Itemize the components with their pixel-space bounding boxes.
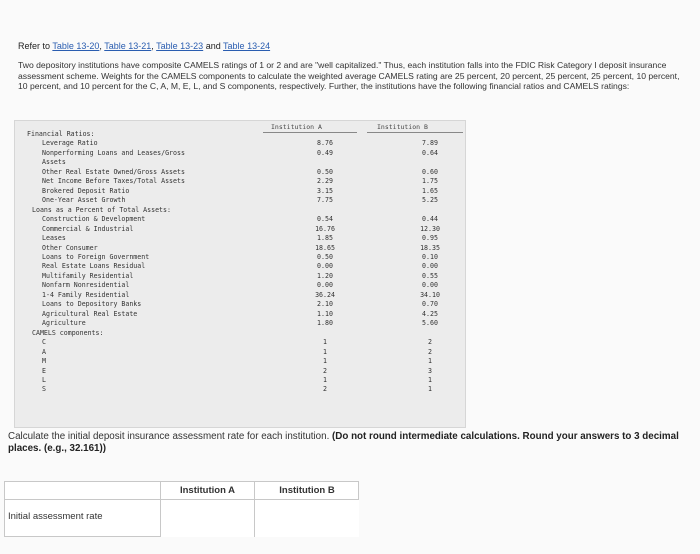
institution-a-value: 2.29 — [317, 177, 333, 186]
table-row — [15, 281, 465, 290]
question-text — [8, 431, 692, 455]
institution-b-value: 1.65 — [422, 186, 438, 195]
row-label: Agriculture — [42, 319, 86, 328]
refs-prefix: Refer to — [18, 41, 53, 51]
table-row — [15, 168, 465, 177]
institution-a-value: 2 — [323, 366, 327, 375]
institution-b-value: 1 — [428, 385, 432, 394]
institution-a-value: 1 — [323, 338, 327, 347]
institution-b-value: 5.25 — [422, 196, 438, 205]
institution-b-value: 0.00 — [422, 281, 438, 290]
institution-a-value: 1.85 — [317, 234, 333, 243]
row-label: A — [42, 347, 46, 356]
problem-intro: Two depository institutions have composite CAMELS ratings of 1 or 2 and are "well capitalized." Thus, each institution falls into the FDIC Risk Category I deposit insurance assessment scheme. Weights for the CAMELS components to calculate the weighted average CAMELS rating are 25 percent, 20 percent, 25 percent, 25 percent, 10 percent, 10 percent, and 10 percent for the C, A, M, E, L, and S components, respectively. Further, the institutions have the following financial ratios and CAMELS ratings: — [18, 60, 680, 92]
institution-a-value: 2 — [323, 385, 327, 394]
row-label: Agricultural Real Estate — [42, 309, 138, 318]
institution-a-rate-input[interactable] — [161, 500, 254, 537]
row-label: One-Year Asset Growth — [42, 196, 126, 205]
institution-b-rate-input[interactable] — [255, 500, 359, 537]
institution-a-value: 0.49 — [317, 148, 333, 157]
link-table-13-24[interactable]: Table 13-24 — [223, 41, 271, 51]
institution-b-value: 0.70 — [422, 300, 438, 309]
institution-b-value: 5.60 — [422, 319, 438, 328]
link-table-13-20[interactable]: Table 13-20 — [52, 41, 100, 51]
answer-row-label: Initial assessment rate — [5, 499, 160, 537]
institution-a-value: 0.50 — [317, 252, 333, 261]
question-plain: Calculate the initial deposit insurance assessment rate for each institution. — [8, 431, 330, 442]
link-table-13-23[interactable]: Table 13-23 — [156, 41, 204, 51]
row-label: Other Consumer — [42, 243, 98, 252]
institution-a-value: 3.15 — [317, 186, 333, 195]
row-label: Leverage Ratio — [42, 139, 98, 148]
row-label: S — [42, 385, 46, 394]
institution-b-value: 0.55 — [422, 271, 438, 280]
institution-a-value: 36.24 — [315, 290, 335, 299]
institution-a-value: 1.10 — [317, 309, 333, 318]
institution-b-value: 1 — [428, 375, 432, 384]
table-row — [15, 196, 465, 205]
header-institution-b: Institution B — [377, 123, 428, 131]
institution-b-value: 2 — [428, 338, 432, 347]
answer-cell-institution-a — [160, 499, 254, 537]
refs-separator: , — [99, 41, 105, 51]
institution-a-value: 2.10 — [317, 300, 333, 309]
institution-b-value: 0.00 — [422, 262, 438, 271]
answer-table — [4, 481, 359, 537]
refs-separator: , — [151, 41, 157, 51]
institution-b-value: 1.75 — [422, 177, 438, 186]
institution-a-value: 7.75 — [317, 196, 333, 205]
institution-a-value: 0.00 — [317, 262, 333, 271]
row-label: CAMELS components: — [32, 328, 104, 337]
row-label: Net Income Before Taxes/Total Assets — [42, 177, 185, 186]
institution-b-value: 4.25 — [422, 309, 438, 318]
table-row — [15, 187, 465, 196]
table-row — [15, 357, 465, 366]
answer-corner — [5, 482, 160, 499]
table-row — [15, 300, 465, 309]
table-row — [15, 385, 465, 394]
row-label: Leases — [42, 234, 66, 243]
row-label: Loans to Foreign Government — [42, 252, 150, 261]
institution-b-value: 0.95 — [422, 234, 438, 243]
row-label: Loans to Depository Banks — [42, 300, 142, 309]
financial-ratios-table — [14, 120, 466, 428]
table-row — [15, 158, 465, 167]
row-label: Loans as a Percent of Total Assets: — [32, 205, 171, 214]
table-row — [15, 272, 465, 281]
institution-b-value: 3 — [428, 366, 432, 375]
link-table-13-21[interactable]: Table 13-21 — [104, 41, 152, 51]
table-references — [18, 41, 270, 51]
institution-a-value: 1.80 — [317, 319, 333, 328]
institution-b-value: 0.60 — [422, 167, 438, 176]
table-row — [15, 367, 465, 376]
table-row — [15, 319, 465, 328]
table-row — [15, 291, 465, 300]
row-label: M — [42, 357, 46, 366]
row-label: L — [42, 375, 46, 384]
row-label: Commercial & Industrial — [42, 224, 134, 233]
answer-cell-institution-b — [254, 499, 359, 537]
table-row — [15, 329, 465, 338]
row-label: Multifamily Residential — [42, 271, 134, 280]
table-row — [15, 234, 465, 243]
institution-a-value: 0.50 — [317, 167, 333, 176]
institution-b-value: 12.30 — [420, 224, 440, 233]
table-row — [15, 348, 465, 357]
row-label: 1-4 Family Residential — [42, 290, 130, 299]
row-label: Assets — [42, 158, 66, 167]
institution-b-value: 0.64 — [422, 148, 438, 157]
table-row — [15, 253, 465, 262]
institution-a-value: 0.54 — [317, 215, 333, 224]
row-label: Construction & Development — [42, 215, 146, 224]
institution-a-value: 1 — [323, 375, 327, 384]
institution-a-value: 1.20 — [317, 271, 333, 280]
table-row — [15, 215, 465, 224]
table-row — [15, 130, 465, 139]
refs-separator: and — [203, 41, 224, 51]
table-row — [15, 225, 465, 234]
institution-a-value: 18.65 — [315, 243, 335, 252]
table-row — [15, 376, 465, 385]
institution-b-value: 1 — [428, 357, 432, 366]
row-label: Other Real Estate Owned/Gross Assets — [42, 167, 185, 176]
institution-b-value: 0.44 — [422, 215, 438, 224]
answer-header-institution-a: Institution A — [160, 482, 254, 499]
table-row — [15, 310, 465, 319]
answer-header-institution-b: Institution B — [254, 482, 359, 499]
table-row — [15, 177, 465, 186]
institution-b-value: 18.35 — [420, 243, 440, 252]
table-row — [15, 262, 465, 271]
institution-a-value: 1 — [323, 357, 327, 366]
table-row — [15, 244, 465, 253]
header-institution-a: Institution A — [271, 123, 322, 131]
institution-b-value: 0.10 — [422, 252, 438, 261]
table-row — [15, 139, 465, 148]
row-label: E — [42, 366, 46, 375]
institution-b-value: 34.10 — [420, 290, 440, 299]
institution-a-value: 8.76 — [317, 139, 333, 148]
institution-a-value: 0.00 — [317, 281, 333, 290]
table-row — [15, 206, 465, 215]
question-instructions: (Do not round intermediate calculations. Round your answers to 3 decimal places. (e.g., 32.161)) — [8, 431, 679, 454]
institution-a-value: 16.76 — [315, 224, 335, 233]
row-label: Nonperforming Loans and Leases/Gross — [42, 148, 185, 157]
row-label: Real Estate Loans Residual — [42, 262, 146, 271]
institution-b-value: 2 — [428, 347, 432, 356]
row-label: Nonfarm Nonresidential — [42, 281, 130, 290]
row-label: C — [42, 338, 46, 347]
table-row — [15, 338, 465, 347]
row-label: Brokered Deposit Ratio — [42, 186, 130, 195]
row-label: Financial Ratios: — [27, 130, 95, 138]
institution-a-value: 1 — [323, 347, 327, 356]
table-row — [15, 149, 465, 158]
institution-b-value: 7.89 — [422, 139, 438, 148]
